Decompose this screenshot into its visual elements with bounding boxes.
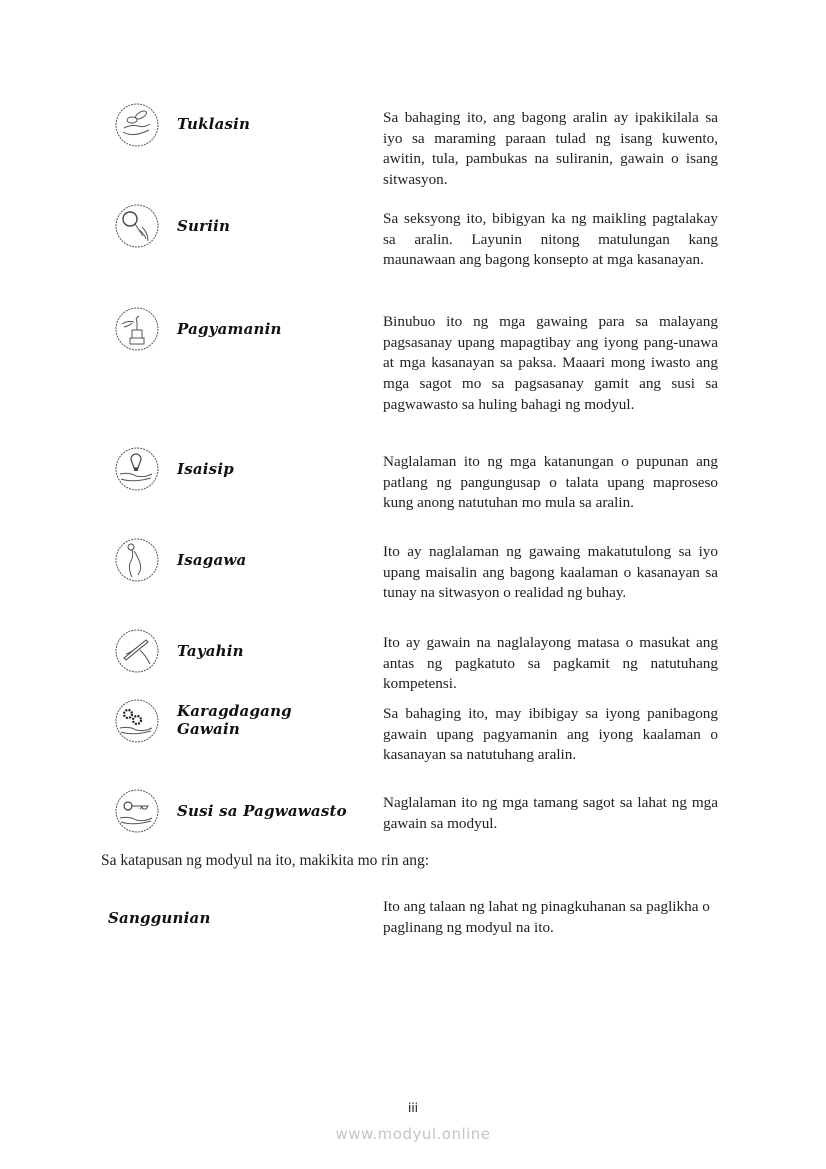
section-description: Sa seksyong ito, bibigyan ka ng maikling pagtalakay sa aralin. Layunin nitong matulungan kang maunawaan ang bagong konsepto at mga kasanayan. [383,210,718,269]
section-description: Sa bahaging ito, ang bagong aralin ay ipakikilala sa iyo sa maraming paraan tulad ng isang kuwento, awitin, tula, pambukas na suliranin, gawain o isang sitwasyon. [383,109,718,189]
section-description: Ito ang talaan ng lahat ng pinagkuhanan sa paglikha o paglinang ng modyul na ito. [383,898,710,936]
section-label: Tuklasin [177,115,251,133]
gears-hand-icon [114,698,160,744]
section-label: Susi sa Pagwawasto [177,802,347,820]
section-description: Ito ay naglalaman ng gawaing makatutulong sa iyo upang maisalin ang bagong kaalaman o kasanayan sa tunay na sitwasyon o realidad ng buhay. [383,543,718,602]
section-label: Isaisip [177,460,234,478]
section-label: Isagawa [177,551,247,569]
section-description: Naglalaman ito ng mga tamang sagot sa lahat ng mga gawain sa modyul. [383,794,718,832]
section-description: Naglalaman ito ng mga katanungan o pupunan ang patlang ng pangungusap o talata upang maproseso kung anong natutuhan mo mula sa aralin. [383,453,718,512]
page-number: iii [407,1101,418,1115]
hand-flower-icon [114,537,160,583]
lightbulb-hand-icon [114,446,160,492]
key-hand-icon [114,788,160,834]
section-label: Pagyamanin [177,320,282,338]
watering-plant-icon [114,306,160,352]
magnifier-icon [114,203,160,249]
section-label: Karagdagang Gawain [177,702,292,738]
hand-plant-icon [114,102,160,148]
section-description: Binubuo ito ng mga gawaing para sa malayang pagsasanay upang mapagtibay ang iyong pang-unawa at mga kasanayan sa paksa. Maaari mong iwasto ang mga sagot mo sa pagsasanay gamit ang susi sa pagwawasto sa huling bahagi ng modyul. [383,313,718,413]
section-description: Sa bahaging ito, may ibibigay sa iyong panibagong gawain upang pagyamanin ang iyong kaalaman o kasanayan sa natutuhang aralin. [383,705,718,764]
section-label: Sanggunian [108,909,211,927]
closing-intro-text: Sa katapusan ng modyul na ito, makikita mo rin ang: [101,852,430,869]
section-label: Suriin [177,217,231,235]
watermark: www.modyul.online [335,1125,491,1143]
hand-pen-icon [114,628,160,674]
section-description: Ito ay gawain na naglalayong matasa o masukat ang antas ng pagkatuto sa pagkamit ng natutuhang kompetensi. [383,634,718,693]
section-label: Tayahin [177,642,244,660]
